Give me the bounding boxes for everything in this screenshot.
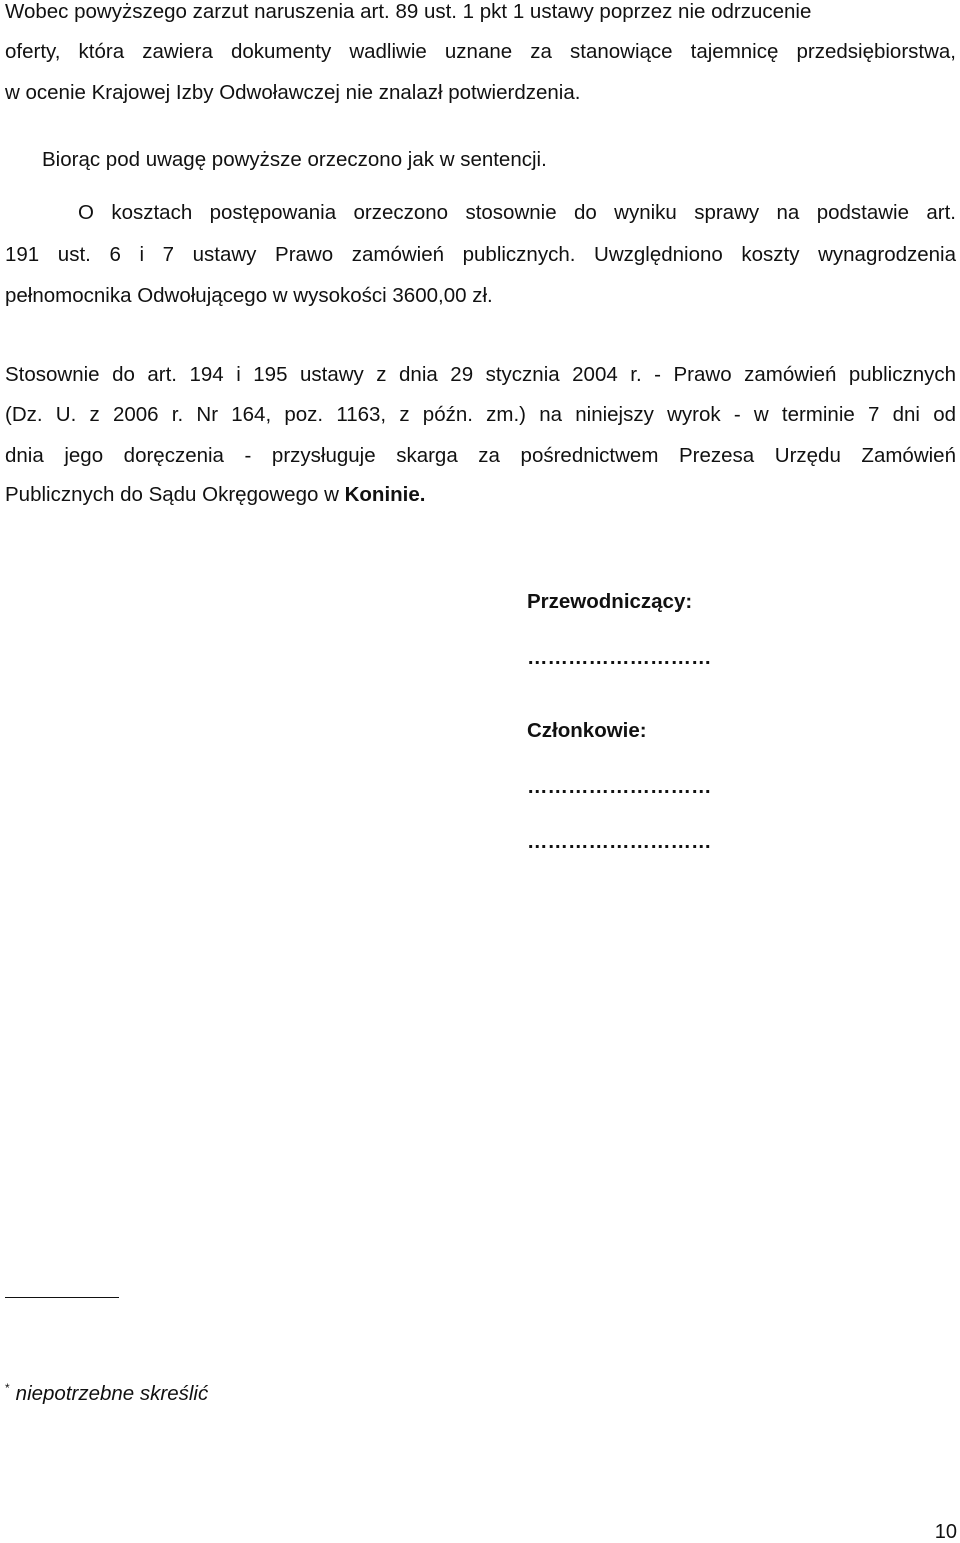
paragraph-4-line-1: Stosownie do art. 194 i 195 ustawy z dnia 29 stycznia 2004 r. - Prawo zamówień publicznych [5,363,956,386]
footnote-marker: * [5,1381,10,1395]
paragraph-2: Biorąc pod uwagę powyższe orzeczono jak w sentencji. [42,148,547,171]
court-location-prefix: Publicznych do Sądu Okręgowego w [5,483,345,506]
member-signature-line-1: ……………………… [527,775,712,798]
paragraph-4-line-3: dnia jego doręczenia - przysługuje skarga za pośrednictwem Prezesa Urzędu Zamówień [5,444,956,467]
footnote-separator [5,1297,119,1298]
footnote-text: niepotrzebne skreślić [15,1382,209,1405]
paragraph-3-line-1: O kosztach postępowania orzeczono stosownie do wyniku sprawy na podstawie art. [78,201,956,224]
paragraph-3-line-2: 191 ust. 6 i 7 ustawy Prawo zamówień publicznych. Uwzględniono koszty wynagrodzenia [5,243,956,266]
paragraph-1-line-2: oferty, która zawiera dokumenty wadliwie uznane za stanowiące tajemnicę przedsiębiorstwa, [5,40,956,63]
members-label: Członkowie: [527,719,647,742]
paragraph-4-line-4 [5,483,425,507]
member-signature-line-2: ……………………… [527,830,712,853]
paragraph-3-line-3: pełnomocnika Odwołującego w wysokości 3600,00 zł. [5,284,493,307]
footnote [5,1382,208,1406]
paragraph-1-line-1: Wobec powyższego zarzut naruszenia art. 89 ust. 1 pkt 1 ustawy poprzez nie odrzucenie [5,0,812,23]
chair-signature-line: ……………………… [527,646,712,669]
paragraph-4-line-2: (Dz. U. z 2006 r. Nr 164, poz. 1163, z późn. zm.) na niniejszy wyrok - w terminie 7 dni od [5,403,956,426]
paragraph-1-line-3: w ocenie Krajowej Izby Odwoławczej nie znalazł potwierdzenia. [5,81,581,104]
page-number: 10 [934,1521,957,1543]
court-location: Koninie. [344,483,426,506]
chair-label: Przewodniczący: [527,590,693,613]
